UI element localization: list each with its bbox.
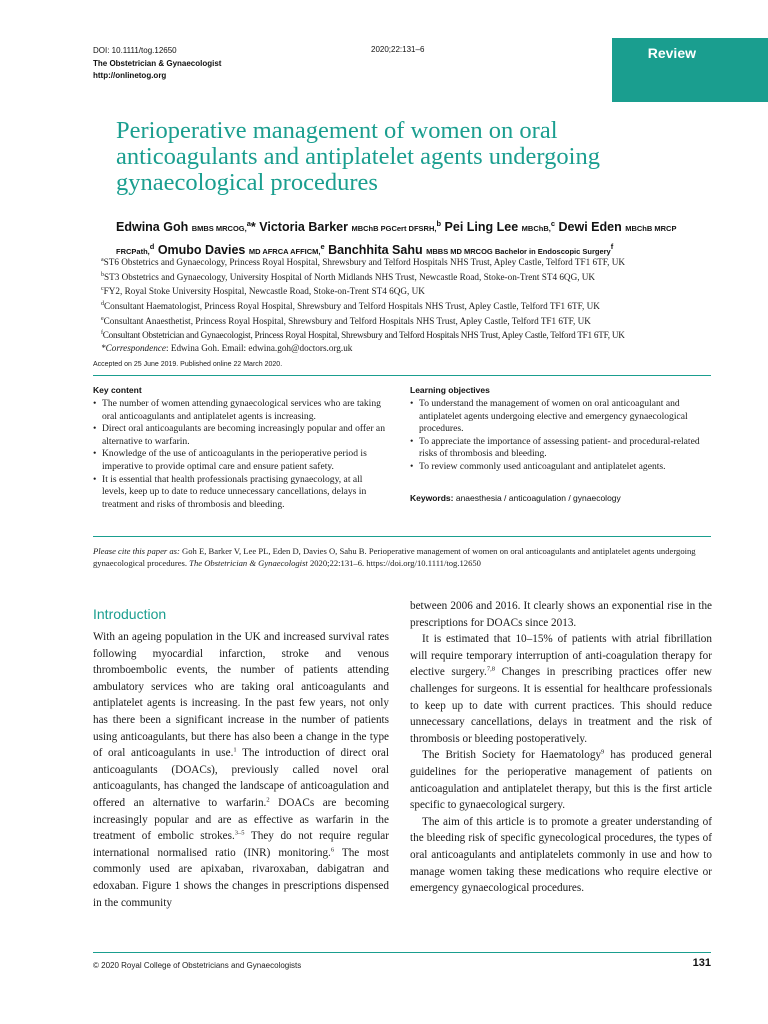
journal-name: The Obstetrician & Gynaecologist: [93, 58, 222, 68]
body-paragraph: [410, 631, 712, 747]
citation-journal: The Obstetrician & Gynaecologist: [189, 558, 308, 569]
section-heading: Introduction: [93, 606, 167, 622]
footer-copyright: © 2020 Royal College of Obstetricians and Gynaecologists: [93, 961, 302, 970]
text-run: The British Society for Haematology: [422, 749, 602, 762]
body-paragraph: [410, 747, 712, 813]
author-sup: d: [149, 242, 155, 252]
list-item: • The number of women attending gynaecological services who are taking oral anticoagulants and antiplatelet agents is increasing.: [93, 398, 389, 423]
author-corr-mark: *: [250, 220, 256, 235]
author-name: Pei Ling Lee: [444, 220, 519, 235]
affiliation-sup: e: [101, 315, 104, 322]
keywords-label: Keywords:: [410, 493, 454, 503]
affiliation-item: [101, 254, 721, 269]
affiliations: [101, 254, 721, 355]
divider-middle: [93, 536, 711, 537]
citation-lead: Please cite this paper as:: [93, 546, 180, 556]
citation-text: Goh E, Barker V, Lee PL, Eden D, Davies O, Sahu B. Perioperative management of women on oral anticoagulants and antiplatelet agents undergoing gynaecological procedures.: [93, 546, 696, 569]
affiliation-item: [101, 283, 721, 298]
author-name: Dewi Eden: [558, 220, 622, 235]
author-degrees: BMBS MRCOG,: [191, 224, 247, 234]
key-content-title: Key content: [93, 385, 142, 395]
journal-url[interactable]: http://onlinetog.org: [93, 71, 167, 80]
citation-ref: 2020;22:131–6. https://doi.org/10.1111/tog.12650: [307, 558, 481, 569]
author-degrees: MD AFRCA AFFICM,: [248, 247, 321, 257]
affiliation-text: Consultant Obstetrician and Gynaecologist, Princess Royal Hospital, Shrewsbury and Telford Hospitals NHS Trust, Apley Castle, Telford TF1 6TF, UK: [102, 330, 625, 341]
author-sup: e: [320, 242, 325, 252]
correspondence: [101, 342, 721, 355]
correspondence-label: *Correspondence: [101, 342, 166, 353]
author-degrees: MBChB PGCert DFSRH,: [351, 224, 437, 234]
accepted-date: Accepted on 25 June 2019. Published online 22 March 2020.: [93, 361, 283, 368]
ref-sup: 1: [233, 746, 237, 754]
body-right-column: [410, 598, 712, 897]
author-name: Banchhita Sahu: [328, 243, 423, 258]
author-sup: a: [246, 219, 251, 228]
text-run: It is estimated that 10–15% of patients with atrial fibrillation will require temporary interruption of anti-coagulation therapy for elective surgery.: [410, 633, 712, 679]
author-name: Victoria Barker: [259, 220, 348, 235]
author-sup: f: [610, 242, 614, 252]
citation: [93, 545, 713, 570]
key-content-list: [93, 398, 389, 511]
title-line: gynaecological procedures: [116, 169, 378, 196]
author-degrees: MBChB,: [521, 224, 551, 234]
learning-objectives-title: Learning objectives: [410, 385, 490, 395]
title-line: anticoagulants and antiplatelet agents undergoing: [116, 143, 600, 170]
affiliation-item: [101, 269, 721, 284]
keywords-text: anaesthesia / anticoagulation / gynaecology: [455, 493, 621, 503]
list-item: • Knowledge of the use of anticoagulants in the perioperative period is imperative to provide optimal care and ensure patient safety.: [93, 448, 389, 473]
author-name: Edwina Goh: [116, 220, 189, 235]
affiliation-text: Consultant Anaesthetist, Princess Royal Hospital, Shrewsbury and Telford Hospitals NHS Trust, Apley Castle, Telford TF1 6TF, UK: [103, 315, 591, 326]
text-run: DOACs are becoming increasingly popular and are as effective as warfarin in the treatment of embolic strokes.: [93, 796, 390, 843]
affiliation-item: [101, 313, 721, 328]
section-label: Review: [647, 45, 696, 61]
ref-sup: 6: [330, 845, 335, 853]
body-left-column: [93, 629, 389, 911]
page-number: 131: [692, 957, 711, 969]
body-paragraph: [93, 629, 389, 911]
list-item: • To appreciate the importance of assessing patient- and procedural-related risks of thrombosis and bleeding.: [410, 436, 712, 461]
issue-info: 2020;22:131–6: [371, 45, 425, 54]
author-degrees: MBChB MRCP FRCPath,: [116, 224, 677, 257]
text-run: Changes in prescribing practices offer new challenges for surgeons. It is essential for healthcare professionals to keep up to date with current practices. This should reduce unnecessary cancellations, delays in treatment and the risk of thrombosis or bleeding postoperatively.: [410, 666, 713, 745]
author-sup: b: [436, 219, 442, 228]
author-degrees: MBBS MD MRCOG Bachelor in Endoscopic Surgery: [426, 247, 611, 257]
learning-objectives-list: [410, 398, 712, 474]
body-paragraph: The aim of this article is to promote a greater understanding of the bleeding risk of specific gynecological procedures, the types of oral anticoagulants and antiplatelets commonly in use and how to manage women taking these medications who require elective or emergency gynaecological procedures.: [410, 815, 712, 895]
affiliation-item: [101, 298, 721, 313]
article-title: [116, 118, 676, 196]
text-run: has produced general guidelines for the perioperative management of patients on anticoagulation and antiplatelet therapy, but this is the first article specific to gynaecological surgery.: [410, 749, 712, 812]
list-item: • Direct oral anticoagulants are becoming increasingly popular and offer an alternative to warfarin.: [93, 423, 389, 448]
doi-text: DOI: 10.1111/tog.12650: [93, 46, 177, 55]
affiliation-text: FY2, Royal Stoke University Hospital, Newcastle Road, Stoke-on-Trent ST4 6QG, UK: [103, 286, 425, 297]
list-item: • To understand the management of women on oral anticoagulant and antiplatelet agents undergoing elective and emergency gynaecological procedures.: [410, 398, 712, 436]
keywords: [410, 493, 621, 503]
ref-sup: 3–5: [234, 829, 245, 837]
divider-footer: [93, 952, 711, 953]
body-paragraph: between 2006 and 2016. It clearly shows an exponential rise in the prescriptions for DOACs since 2013.: [410, 600, 712, 629]
affiliation-sup: d: [101, 300, 104, 307]
affiliation-item: [101, 327, 721, 342]
text-run: They do not require regular international normalised ratio (INR) monitoring.: [93, 830, 390, 859]
correspondence-text: : Edwina Goh. Email: edwina.goh@doctors.org.uk: [165, 342, 353, 353]
header-meta: [93, 45, 221, 83]
title-line: Perioperative management of women on oral: [116, 117, 558, 144]
ref-sup: 2: [266, 796, 270, 804]
affiliation-sup: f: [101, 330, 103, 337]
text-run: With an ageing population in the UK and increased survival rates following myocardial infarction, stroke and venous thromboembolic events, the number of patients attending ambulatory services who are taking oral anticoagulants and antiplatelet agents is increasing. In the past few years, not only has there been a significant increase in the number of patients using anticoagulants, but there has also been a change in the type of oral anticoagulants in use.: [93, 631, 389, 760]
list-item: • It is essential that health professionals practising gynaecology, at all levels, keep up to date to reduce unnecessary cancellations, delays in treatment and risks of thrombosis and bleeding.: [93, 474, 389, 512]
text-run: The most commonly used are apixaban, rivaroxaban, dabigatran and edoxaban. Figure 1 shows the changes in prescriptions dispensed in the community: [93, 846, 389, 909]
affiliation-text: ST3 Obstetrics and Gynaecology, University Hospital of North Midlands NHS Trust, Newcastle Road, Stoke-on-Trent ST4 6QG, UK: [104, 271, 596, 282]
text-run: The introduction of direct oral anticoagulants (DOACs), previously called novel oral anticoagulants, has changed the landscape of anticoagulation and offered an alternative to warfarin.: [93, 747, 389, 809]
list-item: • To review commonly used anticoagulant and antiplatelet agents.: [410, 461, 712, 474]
affiliation-sup: a: [101, 257, 104, 263]
ref-sup: 7,8: [486, 665, 495, 673]
affiliation-text: ST6 Obstetrics and Gynaecology, Princess Royal Hospital, Shrewsbury and Telford Hospitals NHS Trust, Apley Castle, Telford TF1 6TF, UK: [103, 257, 625, 268]
ref-sup: 9: [601, 748, 605, 756]
author-sup: c: [550, 219, 556, 228]
divider-top: [93, 375, 711, 376]
affiliation-text: Consultant Haematologist, Princess Royal Hospital, Shrewsbury and Telford Hospitals NHS Trust, Apley Castle, Telford TF1 6TF, UK: [104, 301, 600, 312]
affiliation-sup: b: [101, 271, 104, 278]
affiliation-sup: c: [101, 286, 104, 293]
author-name: Omubo Davies: [157, 243, 246, 258]
